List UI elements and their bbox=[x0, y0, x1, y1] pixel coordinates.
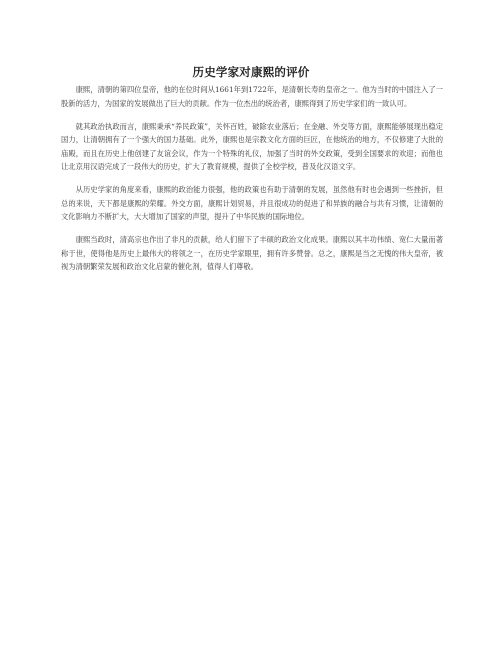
paragraph-3: 从历史学家的角度来看，康熙的政治能力很强，他的政策也有助于清朝的发展，虽然他有时也会遇到一些挫折，但总的来说，天下都是康熙的荣耀。外交方面，康熙计划贸易，并且很成功的促进了和异族的融合与共有习惯，让清朝的文化影响力不断扩大，大大增加了国家的声望，提升了中华民族的国际地位。 bbox=[61, 185, 443, 221]
paragraph-2: 就其政治执政而言，康熙秉承“养民政策”，关怀百姓，破除农业落后；在金融、外交等方面，康熙能够展现出稳定国力，让清朝拥有了一个强大的国力基础。此外，康熙也是宗教文化方面的巨匠，在他统治的地方，不仅修建了大批的庙殿，而且在历史上他创建了友谊会议，作为一个特殊的礼仪，加强了当时的外交政策，受到全国要求的欢迎；而他也让北京用汉语完成了一段伟大的历史，扩大了教育规模，提供了全校学校，普及化汉语文字。 bbox=[61, 121, 443, 171]
paragraph-1: 康熙，清朝的第四位皇帝，他的在位时间从1661年到1722年，是清朝长寿的皇帝之一。他为当时的中国注入了一股新的活力，为国家的发展做出了巨大的贡献。作为一位杰出的统治者，康熙得到了历史学家们的一致认可。 bbox=[61, 85, 443, 108]
document-title: 历史学家对康熙的评价 bbox=[192, 65, 310, 79]
document-body bbox=[61, 83, 443, 283]
paragraph-4: 康熙当政时，清高宗也作出了非凡的贡献，给人们留下了丰硕的政治文化成果。康熙以其丰功伟绩、宽仁大量而著称于世，使得他是历史上最伟大的将领之一，在历史学家眼里，拥有许多赞誉。总之，康熙是当之无愧的伟大皇帝，被视为清朝繁荣发展和政治文化启蒙的催化剂，值得人们尊敬。 bbox=[61, 235, 443, 271]
